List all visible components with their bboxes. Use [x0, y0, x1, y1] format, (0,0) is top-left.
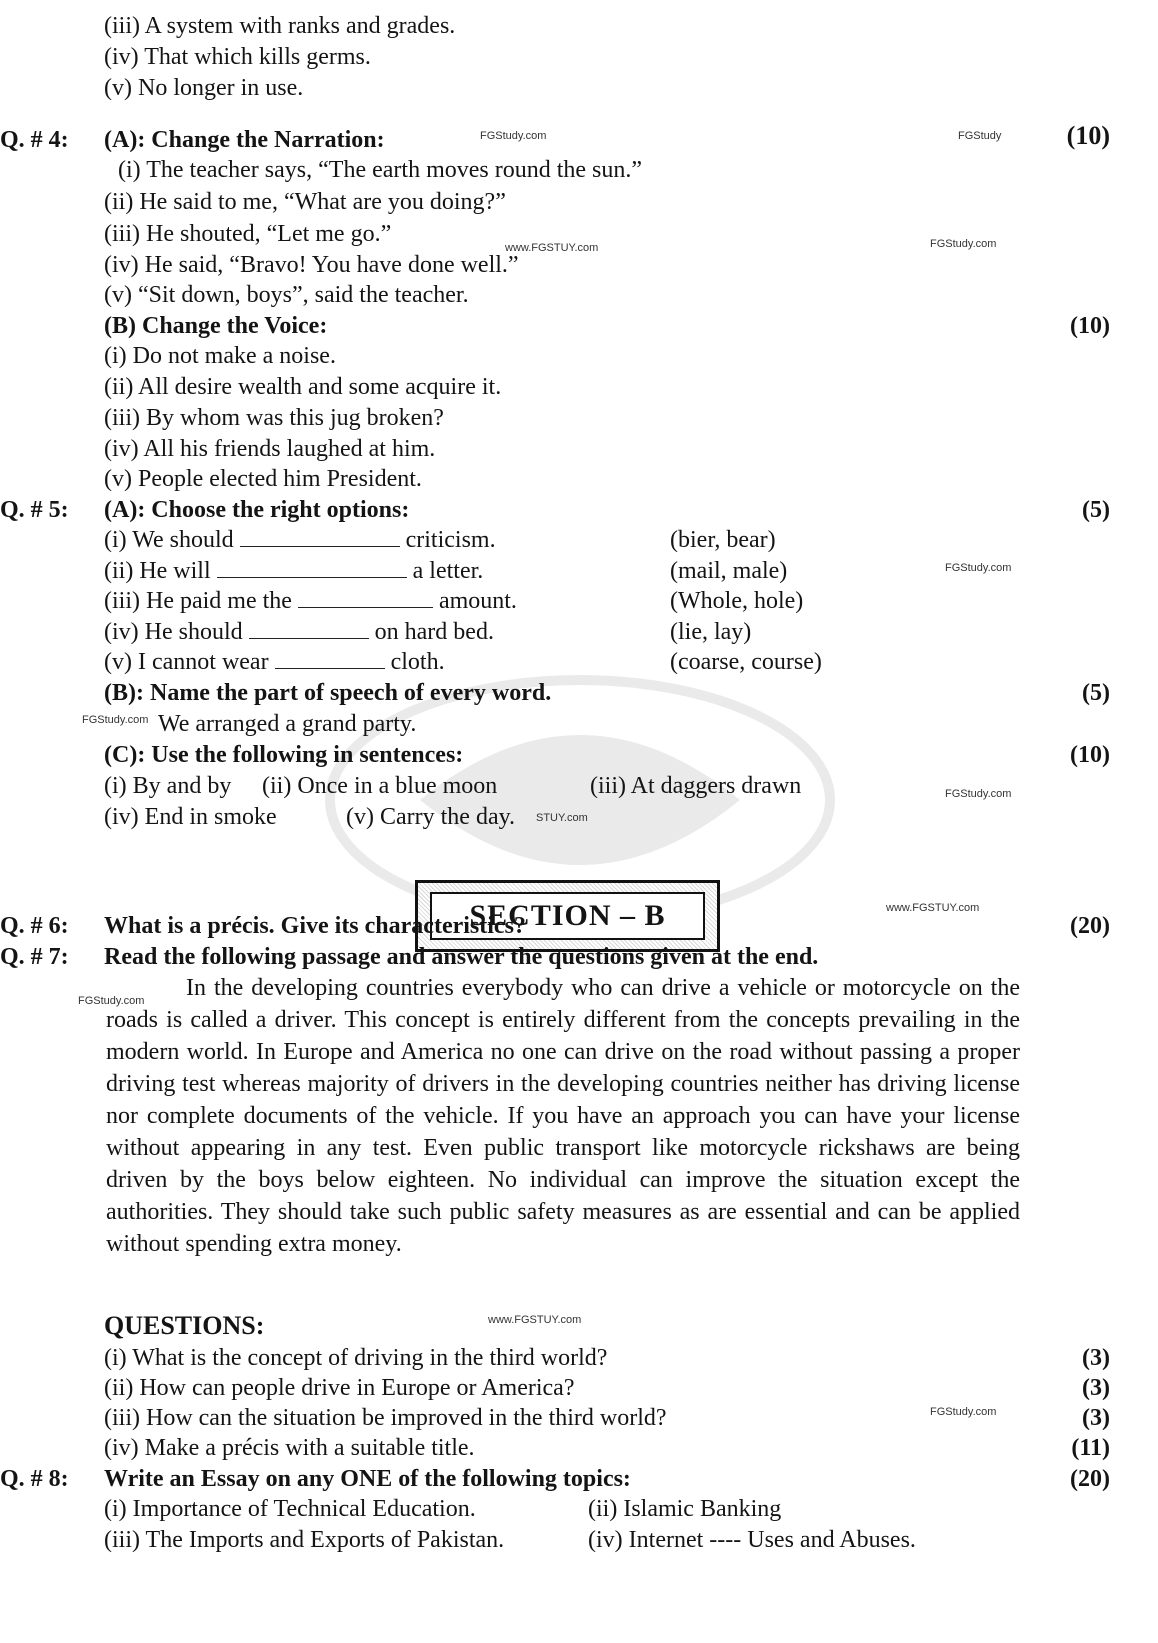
q5-b-sentence: We arranged a grand party. [158, 711, 417, 737]
site-watermark: www.FGSTUY.com [886, 902, 980, 914]
q6-text: What is a précis. Give its characteristics? [104, 913, 526, 939]
q5-a-item-5-pre: (v) I cannot wear [104, 649, 269, 675]
q4-a-item-3: (iii) He shouted, “Let me go.” [104, 221, 392, 247]
q4-a-item-4: (iv) He said, “Bravo! You have done well.” [104, 252, 519, 278]
q5-a-item-2 [104, 557, 483, 585]
q3-item-5: (v) No longer in use. [104, 75, 304, 101]
q8-topic-1: (i) Importance of Technical Education. [104, 1496, 476, 1522]
q5-a-item-3-pre: (iii) He paid me the [104, 588, 292, 614]
site-watermark: STUY.com [536, 812, 588, 824]
q7-passage: In the developing countries everybody who can drive a vehicle or motorcycle on the roads is called a driver. This concept is entirely different from the concepts prevailing in the modern world. In Europe and America no one can drive on the road without passing a proper driving test whereas majority of drivers in the developing countries neither has driving license nor complete documents of the vehicle. If you have an approach you can have your license without appearing in any test. Even public transport like motorcycle rickshaws are being driven by the boys below eighteen. No individual can improve the situation except the authorities. They should take such public safety measures as are essential and can be applied without spending extra money. [106, 975, 1020, 1257]
q8-heading: Write an Essay on any ONE of the following topics: [104, 1466, 631, 1492]
q5-a-item-1 [104, 526, 496, 554]
q5-a-marks: (5) [1082, 497, 1110, 523]
q7-number: Q. # 7: [0, 944, 69, 970]
q5-c-item-1: (i) By and by [104, 773, 232, 799]
q4-b-item-1: (i) Do not make a noise. [104, 343, 336, 369]
q4-b-item-4: (iv) All his friends laughed at him. [104, 436, 436, 462]
q7-question-1-marks: (3) [1082, 1345, 1110, 1371]
q8-number: Q. # 8: [0, 1466, 69, 1492]
q4-b-heading: (B) Change the Voice: [104, 313, 328, 339]
answer-blank [240, 528, 400, 547]
q5-c-item-2: (ii) Once in a blue moon [262, 773, 498, 799]
site-watermark: FGStudy.com [930, 238, 997, 250]
q5-a-item-2-pre: (ii) He will [104, 558, 211, 584]
q5-a-item-2-post: a letter. [412, 558, 484, 584]
q5-a-item-5-post: cloth. [390, 649, 445, 675]
q5-a-item-1-options: (bier, bear) [670, 527, 776, 553]
q7-question-2-marks: (3) [1082, 1375, 1110, 1401]
site-watermark: FGStudy.com [480, 130, 547, 142]
q4-a-item-5: (v) “Sit down, boys”, said the teacher. [104, 282, 469, 308]
q7-question-1: (i) What is the concept of driving in the third world? [104, 1345, 608, 1371]
q5-a-item-5 [104, 648, 445, 676]
q5-c-item-4: (iv) End in smoke [104, 804, 277, 830]
q5-a-heading: (A): Choose the right options: [104, 497, 410, 523]
q4-a-item-2: (ii) He said to me, “What are you doing?” [104, 189, 506, 215]
q5-a-item-4 [104, 618, 494, 646]
site-watermark: FGStudy.com [945, 788, 1012, 800]
q8-topic-3: (iii) The Imports and Exports of Pakistan. [104, 1527, 505, 1553]
q7-heading: Read the following passage and answer the questions given at the end. [104, 944, 819, 970]
q4-b-item-2: (ii) All desire wealth and some acquire it. [104, 374, 502, 400]
q5-c-item-5: (v) Carry the day. [346, 804, 516, 830]
q7-question-4: (iv) Make a précis with a suitable title. [104, 1435, 475, 1461]
q5-a-item-4-pre: (iv) He should [104, 619, 243, 645]
q5-c-item-3: (iii) At daggers drawn [590, 773, 802, 799]
q5-a-item-4-post: on hard bed. [374, 619, 494, 645]
q4-b-item-5: (v) People elected him President. [104, 466, 422, 492]
q5-b-heading: (B): Name the part of speech of every word. [104, 680, 552, 706]
q5-a-item-1-post: criticism. [405, 527, 496, 553]
q6-number: Q. # 6: [0, 913, 69, 939]
q4-a-marks: (10) [1066, 121, 1110, 150]
q5-c-heading: (C): Use the following in sentences: [104, 742, 464, 768]
answer-blank [275, 650, 385, 669]
q5-a-item-5-options: (coarse, course) [670, 649, 822, 675]
q7-question-4-marks: (11) [1071, 1435, 1110, 1461]
q3-item-4: (iv) That which kills germs. [104, 44, 371, 70]
answer-blank [298, 589, 433, 608]
site-watermark: FGStudy.com [945, 562, 1012, 574]
q5-b-marks: (5) [1082, 680, 1110, 706]
answer-blank [217, 559, 407, 578]
q6-marks: (20) [1070, 913, 1110, 939]
q8-topic-4: (iv) Internet ---- Uses and Abuses. [588, 1527, 916, 1553]
q7-question-2: (ii) How can people drive in Europe or America? [104, 1375, 575, 1401]
q8-marks: (20) [1070, 1466, 1110, 1492]
q5-a-item-3 [104, 587, 517, 615]
site-watermark: FGStudy.com [78, 995, 145, 1007]
q4-b-marks: (10) [1070, 313, 1110, 339]
q5-a-item-3-post: amount. [438, 588, 517, 614]
answer-blank [249, 620, 369, 639]
q7-question-3: (iii) How can the situation be improved in the third world? [104, 1405, 667, 1431]
q5-a-item-4-options: (lie, lay) [670, 619, 752, 645]
site-watermark: www.FGSTUY.com [505, 242, 599, 254]
site-watermark: www.FGSTUY.com [488, 1314, 582, 1326]
q5-a-item-3-options: (Whole, hole) [670, 588, 804, 614]
section-b-title: SECTION – B [430, 892, 705, 940]
q4-a-item-1: (i) The teacher says, “The earth moves round the sun.” [118, 157, 643, 183]
q4-number: Q. # 4: [0, 127, 69, 153]
q4-b-item-3: (iii) By whom was this jug broken? [104, 405, 444, 431]
q4-a-heading: (A): Change the Narration: [104, 127, 385, 153]
q8-topic-2: (ii) Islamic Banking [588, 1496, 782, 1522]
site-watermark: FGStudy [958, 130, 1002, 142]
q5-a-item-1-pre: (i) We should [104, 527, 234, 553]
q3-item-3: (iii) A system with ranks and grades. [104, 13, 456, 39]
q5-number: Q. # 5: [0, 497, 69, 523]
site-watermark: FGStudy.com [930, 1406, 997, 1418]
q5-c-marks: (10) [1070, 742, 1110, 768]
q7-questions-heading: QUESTIONS: [104, 1311, 265, 1340]
q5-a-item-2-options: (mail, male) [670, 558, 788, 584]
site-watermark: FGStudy.com [82, 714, 149, 726]
q7-question-3-marks: (3) [1082, 1405, 1110, 1431]
